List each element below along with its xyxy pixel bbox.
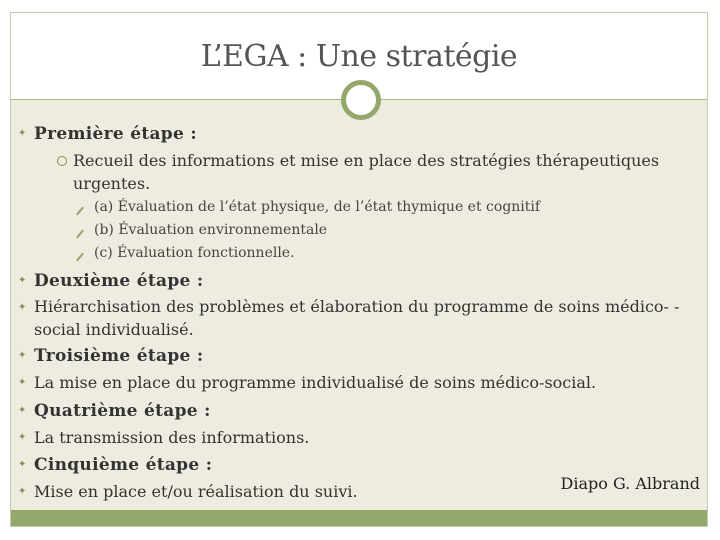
step3-heading: Troisième étape : [34, 346, 204, 366]
leaf-bullet-icon: ✦ [18, 459, 27, 470]
step3-text: La mise en place du programme individualisé de soins médico-social. [34, 373, 597, 392]
slide-title: L’EGA : Une stratégie [200, 39, 518, 74]
leaf-bullet-icon: ✦ [18, 432, 27, 443]
leaf-bullet-icon: ✦ [18, 350, 27, 361]
step2-heading: Deuxième étape : [34, 271, 204, 291]
step4-heading: Quatrième étape : [34, 401, 211, 421]
step2-text-line2: social individualisé. [34, 320, 194, 339]
step4-text: La transmission des informations. [34, 428, 310, 447]
step1-sub-line2: urgentes. [73, 174, 151, 193]
step1-item-c: (c) Évaluation fonctionnelle. [94, 245, 295, 261]
slide-frame [10, 12, 708, 527]
leaf-bullet-icon: ✦ [18, 128, 27, 139]
decorative-circle-icon [341, 80, 381, 120]
step1-heading: Première étape : [34, 124, 197, 144]
step2-text-line1: Hiérarchisation des problèmes et élaboration du programme de soins médico- - [34, 297, 680, 316]
leaf-bullet-icon: ✦ [18, 486, 27, 497]
slide-credit: Diapo G. Albrand [560, 474, 700, 493]
step1-sub-line1: Recueil des informations et mise en place des stratégies thérapeutiques [73, 151, 660, 170]
leaf-bullet-icon: ✦ [18, 377, 27, 388]
leaf-bullet-icon: ✦ [18, 275, 27, 286]
step5-text: Mise en place et/ou réalisation du suivi. [34, 482, 358, 501]
bottom-accent-bar [11, 510, 707, 526]
leaf-bullet-icon: ✦ [18, 405, 27, 416]
step5-heading: Cinquième étape : [34, 455, 213, 475]
circle-bullet-icon [57, 156, 67, 166]
leaf-bullet-icon: ✦ [18, 302, 27, 313]
step1-item-b: (b) Évaluation environnementale [94, 222, 328, 238]
step1-item-a: (a) Évaluation de l’état physique, de l’état thymique et cognitif [94, 199, 541, 215]
